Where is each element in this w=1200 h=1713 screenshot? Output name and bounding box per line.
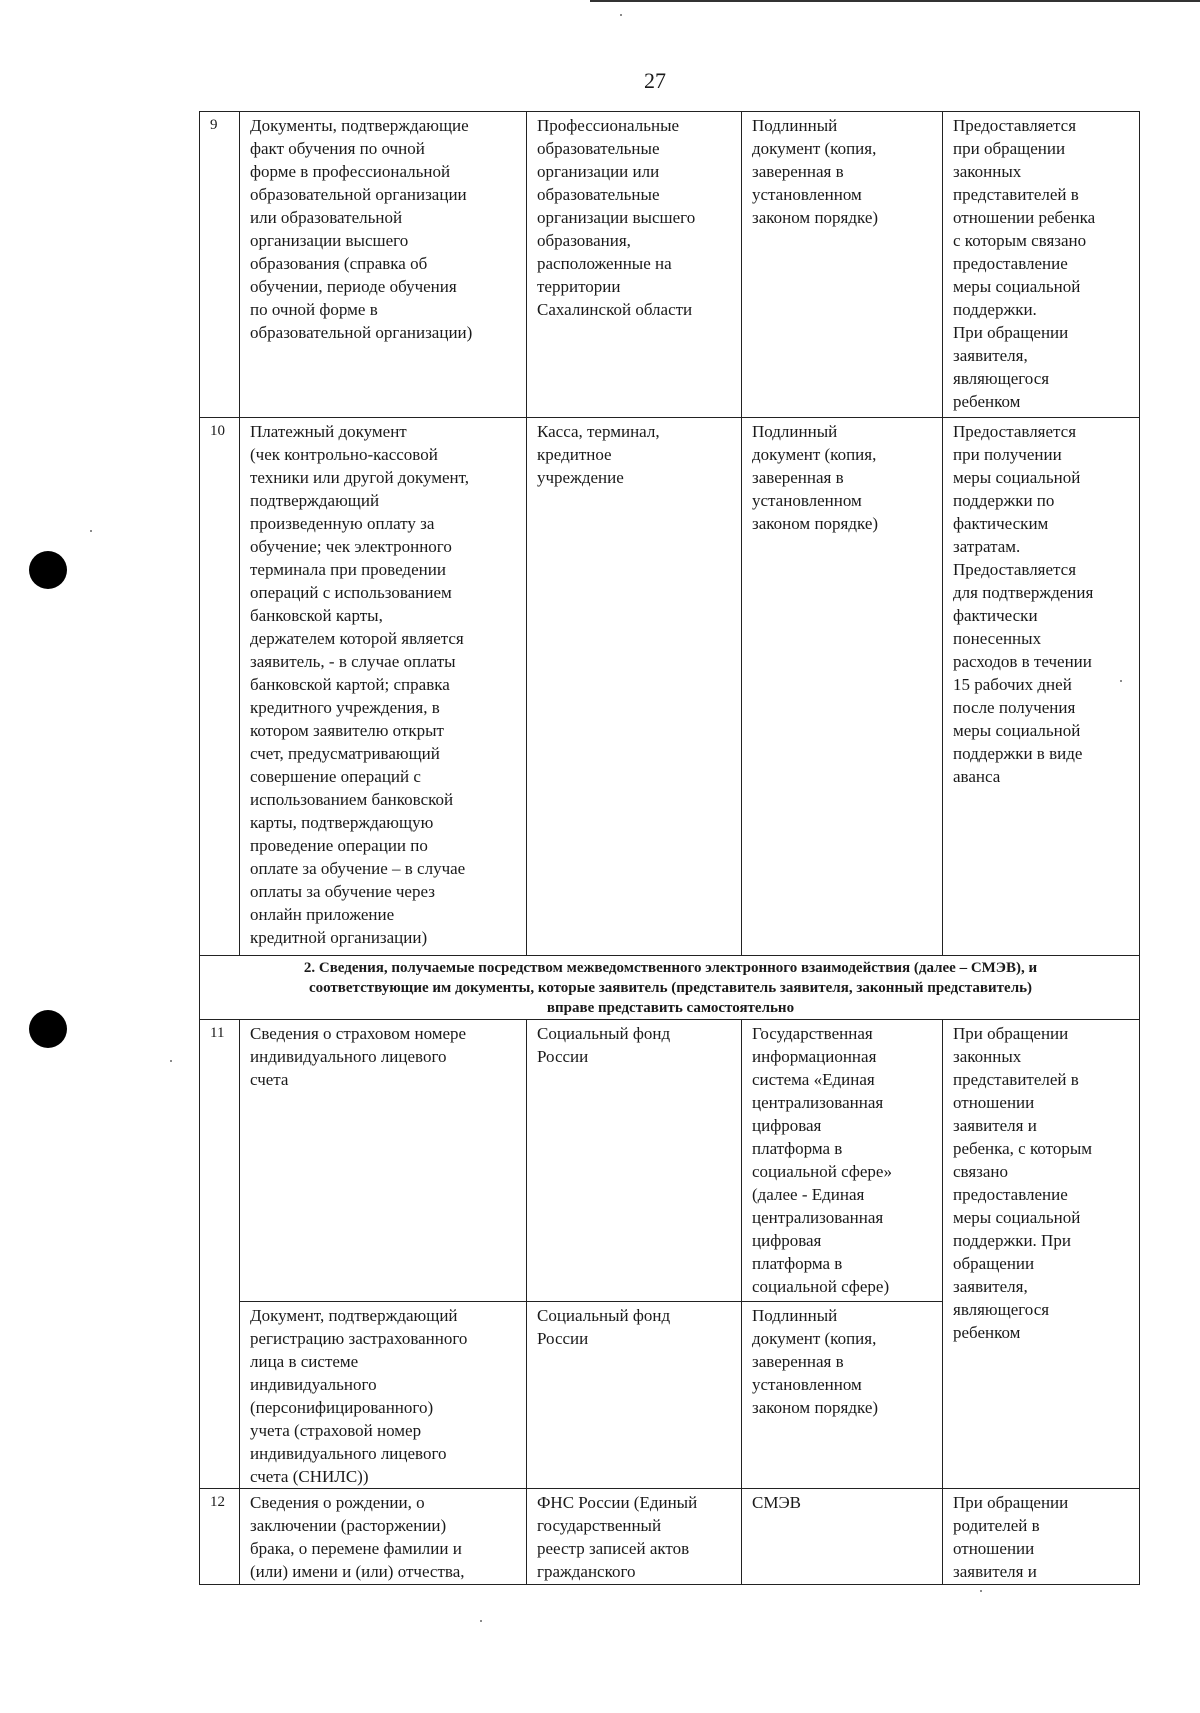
source-cell [527,1489,742,1585]
section-heading-row [200,956,1140,1020]
punch-hole [29,551,67,589]
table-row [200,112,1140,418]
scan-speck [980,1590,982,1592]
source-cell [527,112,742,418]
scan-speck [480,1620,482,1622]
document-text: Платежный документ (чек контрольно-кассовой техники или другой документ, подтверждающий произведенную оплату за обучение; чек электронного терминала при проведении операций с использованием банковской карты, держателем которой является заявитель, - в случае оплаты банковской картой; справка кредитного учреждения, в котором заявителю открыт счет, предусматривающий совершение операций с использованием банковской карты, подтверждающую проведение операции по оплате за обучение – в случае оплаты за обучение через онлайн приложение кредитной организации) [250,422,470,947]
source-cell [527,1020,742,1302]
punch-hole [29,1010,67,1048]
form-text: Подлинный документ (копия, заверенная в установленном законом порядке) [752,116,879,227]
form-cell [742,418,943,956]
document-text: Сведения о рождении, о заключении (расторжении) брака, о перемене фамилии и (или) имени и (или) отчества, [250,1493,465,1581]
source-text: Социальный фонд России [537,1024,671,1066]
condition-text: Предоставляется при обращении законных представителей в отношении ребенка с которым связано предоставление меры социальной поддержки. При обращении заявителя, являющегося ребенком [953,116,1096,411]
form-text: Подлинный документ (копия, заверенная в установленном законом порядке) [752,1306,879,1417]
scan-speck [620,14,622,16]
table-row [200,418,1140,956]
condition-text: Предоставляется при получении меры социальной поддержки по фактическим затратам. Предоставляется для подтверждения фактически понесенных расходов в течении 15 рабочих дней после получения меры социальной поддержки в виде аванса [953,422,1094,786]
condition-cell [943,1020,1140,1489]
condition-cell [943,1489,1140,1585]
condition-text: При обращении родителей в отношении заявителя и [953,1493,1069,1581]
form-text: Государственная информационная система «Единая централизованная цифровая платформа в социальной сфере» (далее - Единая централизованная цифровая платформа в социальной сфере) [752,1024,892,1296]
page-number: 27 [644,68,666,93]
source-cell [527,418,742,956]
row-number: 12 [200,1489,240,1585]
source-cell [527,1302,742,1489]
source-text: ФНС России (Единый государственный реестр записей актов гражданского [537,1493,698,1581]
document-text: Документ, подтверждающий регистрацию застрахованного лица в системе индивидуального (персонифицированного) учета (страховой номер индивидуального лицевого счета (СНИЛС)) [250,1306,468,1486]
condition-cell [943,112,1140,418]
source-text: Касса, терминал, кредитное учреждение [537,422,660,487]
form-cell [742,112,943,418]
document-cell [240,112,527,418]
document-cell [240,1020,527,1302]
section-heading [200,956,1140,1020]
scan-speck [90,530,92,532]
form-text: Подлинный документ (копия, заверенная в установленном законом порядке) [752,422,879,533]
documents-table [199,111,1140,1585]
document-cell [240,1302,527,1489]
scan-speck [170,1060,172,1062]
table-row [200,1020,1140,1302]
condition-text: При обращении законных представителей в отношении заявителя и ребенка, с которым связано предоставление меры социальной поддержки. При обращении заявителя, являющегося ребенком [953,1024,1093,1342]
document-cell [240,418,527,956]
row-number: 11 [200,1020,240,1489]
source-text: Профессиональные образовательные организации или образовательные организации высшего образования, расположенные на территории Сахалинской области [537,116,696,319]
table-row [200,1489,1140,1585]
form-cell [742,1020,943,1302]
document-text: Сведения о страховом номере индивидуального лицевого счета [250,1024,467,1089]
document-cell [240,1489,527,1585]
row-number: 9 [200,112,240,418]
document-text: Документы, подтверждающие факт обучения по очной форме в профессиональной образовательной организации или образовательной организации высшего образования (справка об обучении, периоде обучения по очной форме в образовательной организации) [250,116,473,342]
section-heading-text: 2. Сведения, получаемые посредством межведомственного электронного взаимодействия (далее – СМЭВ), и соответствующие им документы, которые заявитель (представитель заявителя, законный представитель) вправе представить самостоятельно [303,960,1038,1016]
condition-cell [943,418,1140,956]
form-text: СМЭВ [752,1493,802,1512]
top-rule [590,0,1200,2]
form-cell [742,1489,943,1585]
source-text: Социальный фонд России [537,1306,671,1348]
row-number: 10 [200,418,240,956]
form-cell [742,1302,943,1489]
